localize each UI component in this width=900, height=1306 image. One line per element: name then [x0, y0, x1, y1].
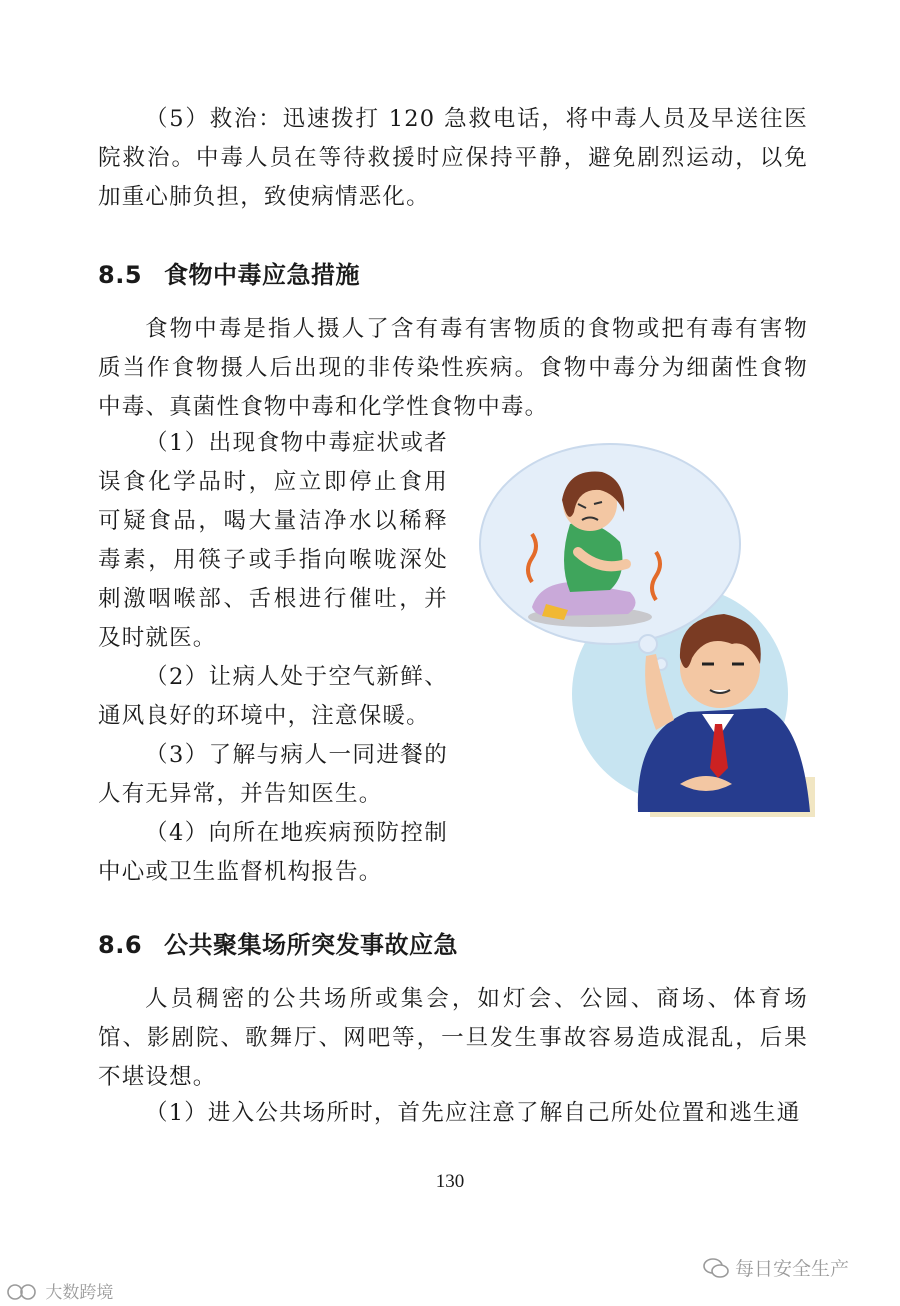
section-heading-8-5: [98, 255, 360, 290]
wechat-icon: [703, 1257, 729, 1279]
food-poisoning-item-4: （4）向所在地疾病预防控制中心或卫生监督机构报告。: [98, 820, 448, 885]
watermark-right: [703, 1254, 849, 1281]
section-title: 食物中毒应急措施: [164, 261, 360, 289]
section-number: 8.6: [98, 931, 143, 959]
intro-paragraph: （5）救治：迅速拨打 120 急救电话，将中毒人员及早送往医院救治。中毒人员在等待救援时应保持平静，避免剧烈运动，以免加重心肺负担，致使病情恶化。: [98, 106, 808, 210]
section-8-5-paragraph: 食物中毒是指人摄人了含有毒有害物质的食物或把有毒有害物质当作食物摄人后出现的非传染性疾病。食物中毒分为细菌性食物中毒、真菌性食物中毒和化学性食物中毒。: [98, 316, 808, 420]
section-number: 8.5: [98, 261, 143, 289]
section-8-6-paragraph: 人员稠密的公共场所或集会，如灯会、公园、商场、体育场馆、影剧院、歌舞厅、网吧等，一旦发生事故容易造成混乱，后果不堪设想。: [98, 986, 808, 1090]
food-poisoning-item-1: （1）出现食物中毒症状或者误食化学品时，应立即停止食用可疑食品，喝大量洁净水以稀释毒素，用筷子或手指向喉咙深处刺激咽喉部、舌根进行催吐，并及时就医。: [98, 430, 448, 651]
public-place-item-1: （1）进入公共场所时，首先应注意了解自己所处位置和逃生通: [145, 1100, 801, 1126]
section-heading-8-6: [98, 925, 458, 960]
food-poisoning-item-3: （3）了解与病人一同进餐的人有无异常，并告知医生。: [98, 742, 448, 807]
logo-icon: [6, 1283, 40, 1301]
food-poisoning-illustration: [470, 432, 815, 817]
food-poisoning-item-2: （2）让病人处于空气新鲜、通风良好的环境中，注意保暖。: [98, 664, 448, 729]
watermark-right-text: 每日安全生产: [735, 1258, 850, 1280]
section-title: 公共聚集场所突发事故应急: [164, 931, 458, 959]
page-number: 130: [435, 1171, 465, 1192]
watermark-left: [6, 1278, 113, 1303]
watermark-left-text: 大数跨境: [45, 1283, 114, 1303]
